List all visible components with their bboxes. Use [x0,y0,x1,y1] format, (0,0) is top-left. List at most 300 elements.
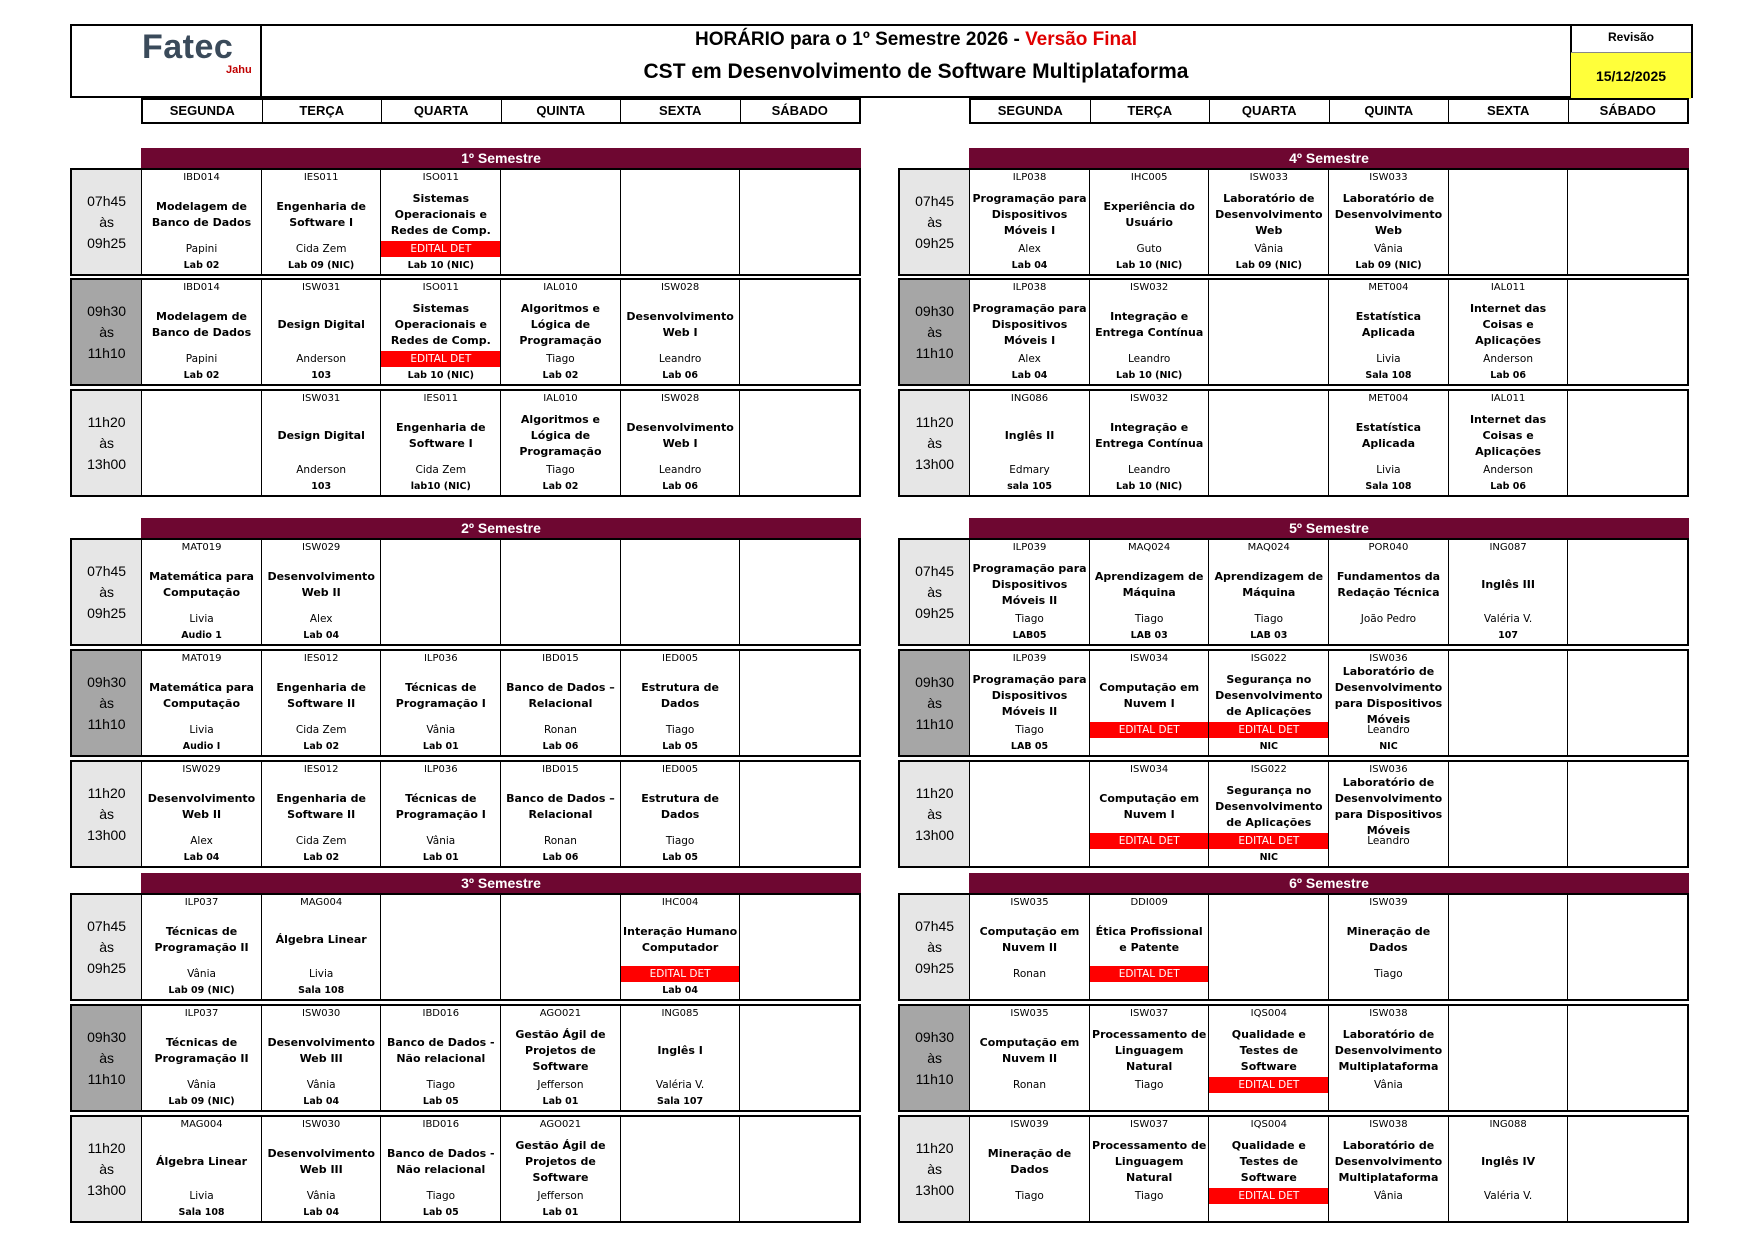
course-code: ISW038 [1369,1119,1408,1130]
room-label: Lab 06 [542,852,579,863]
professor-name: Livia [1376,353,1401,365]
professor-name: Ronan [1013,1079,1047,1091]
time-part: às [927,1160,942,1177]
class-cell [262,280,382,384]
semester-header: 3º Semestre [141,873,861,894]
time-part: 11h10 [915,344,954,361]
course-code: MAT019 [181,542,222,553]
course-name: Integração e Entrega Contínua [1095,309,1204,339]
room-label: Lab 01 [542,1096,579,1107]
professor-name: Ronan [543,724,577,736]
course-name: Banco de Dados – Relacional [506,791,615,821]
room-label: Sala 108 [1365,370,1412,381]
class-cell [262,391,382,495]
class-cell [142,280,262,384]
class-cell [381,651,501,755]
course-code: IAL011 [1490,393,1526,404]
course-name: Estatística Aplicada [1355,420,1422,450]
time-slot [70,649,861,757]
class-cell [381,170,501,274]
room-label [1090,1094,1209,1109]
class-cell [1209,1006,1329,1110]
time-part: às [99,694,114,711]
room-label: Lab 10 (NIC) [407,260,474,271]
course-code: ISW036 [1369,764,1408,775]
class-cell [740,651,859,755]
course-name: Modelagem de Banco de Dados [151,309,252,339]
course-name: Matemática para Computação [149,569,254,599]
class-cell [1449,895,1569,999]
class-cell [1090,1006,1210,1110]
room-label: Lab 05 [422,1207,459,1218]
time-slot [70,893,861,1001]
day-header-6: SÁBADO [1599,103,1656,118]
course-code: IBD014 [183,172,220,183]
time-part: 09h30 [915,1028,955,1045]
course-name: Laboratório de Desenvolvimento para Dispositivos Móveis [1334,775,1443,837]
time-part: às [99,1049,114,1066]
room-label [1209,1094,1328,1109]
time-label [72,651,142,755]
course-code: ILP038 [1012,172,1047,183]
professor-name: EDITAL DET [381,241,500,257]
class-cell [621,895,741,999]
time-slot [70,1004,861,1112]
class-cell [1449,280,1569,384]
course-code: IAL010 [543,282,578,293]
course-code: ILP039 [1012,542,1047,553]
course-name: Engenharia de Software II [276,680,366,710]
day-header-3: QUARTA [382,100,502,122]
professor-name: Livia [189,724,214,736]
time-part: 07h45 [915,917,955,934]
class-cell [740,895,859,999]
class-cell [970,895,1090,999]
class-cell [1568,540,1687,644]
course-name: Computação em Nuvem II [979,924,1080,954]
day-header-2: TERÇA [263,100,383,122]
professor-name: Tiago [1015,613,1044,625]
course-code: ISO011 [422,282,459,293]
time-part: às [99,434,114,451]
class-cell [740,762,859,866]
course-code: IBD016 [422,1008,460,1019]
room-label: Lab 09 (NIC) [1355,260,1422,271]
room-label [970,983,1089,998]
time-label [900,170,970,274]
class-cell [262,1006,382,1110]
professor-name: Valéria V. [1483,613,1533,625]
professor-name: Vânia [187,968,216,980]
class-cell [1209,391,1329,495]
course-name: Estatística Aplicada [1355,309,1422,339]
course-code: AGO021 [539,1008,582,1019]
professor-name: Edmary [1009,464,1050,476]
room-label: 103 [311,481,332,492]
room-label: Lab 10 (NIC) [1116,260,1183,271]
professor-name: Cida Zem [415,464,467,476]
professor-name: Livia [189,613,214,625]
room-label [970,1094,1089,1109]
time-label [900,762,970,866]
time-slot [898,538,1689,646]
time-part: 13h00 [915,826,955,843]
professor-name: EDITAL DET [1209,1077,1328,1093]
professor-name: Tiago [1015,724,1044,736]
course-name: Processamento de Linguagem Natural [1092,1138,1207,1184]
course-code: IBD014 [183,282,220,293]
room-label: Sala 108 [1365,481,1412,492]
course-code: IHC004 [661,897,699,908]
room-label: NIC [1379,741,1398,752]
professor-name: Cida Zem [295,835,347,847]
class-cell [1329,651,1449,755]
time-part: 11h20 [915,1139,954,1156]
fatec-logo: Fatec [142,28,234,66]
professor-name: Vânia [1254,243,1284,255]
course-title: CST em Desenvolvimento de Software Multiplataforma [643,60,1189,83]
time-part: 13h00 [915,455,955,472]
day-header-1: SEGUNDA [971,100,1091,122]
course-code: IAL010 [543,393,578,404]
class-cell [1449,762,1569,866]
professor-name: Vânia [306,1190,336,1202]
class-cell [1329,762,1449,866]
time-label [72,540,142,644]
professor-name: Anderson [1483,353,1533,365]
time-label [900,280,970,384]
course-name: Internet das Coisas e Aplicações [1469,412,1547,458]
professor-name: Guto [1136,243,1162,255]
course-code: MET004 [1368,282,1409,293]
time-part: 13h00 [87,826,127,843]
room-label: Lab 02 [183,260,220,271]
course-code: IQS004 [1250,1008,1287,1019]
time-part: 11h10 [915,1070,954,1087]
semester-header: 5º Semestre [969,518,1689,539]
revision-label: Revisão [1607,30,1655,44]
class-cell [381,762,501,866]
course-name: Algoritmos e Lógica de Programação [519,301,602,347]
course-name: Gestão Ágil de Projetos de Software [515,1027,606,1073]
professor-name: Vânia [1374,1079,1403,1091]
time-slot [70,760,861,868]
course-code: IHC005 [1130,172,1168,183]
professor-name: Jefferson [537,1190,584,1202]
class-cell [1209,540,1329,644]
time-part: 09h25 [87,959,127,976]
course-name: Desenvolvimento Web II [147,791,256,821]
class-cell [970,651,1090,755]
class-cell [1449,170,1569,274]
class-cell [501,1117,621,1221]
professor-name: Anderson [1483,464,1533,476]
class-cell [1090,895,1210,999]
room-label: Audio 1 [181,630,222,641]
room-label: 107 [1498,630,1518,641]
class-cell [621,762,741,866]
professor-name: Leandro [1127,353,1171,365]
class-cell [142,1006,262,1110]
course-code: ISW038 [1369,1008,1408,1019]
class-cell [1449,1117,1569,1221]
course-name: Técnicas de Programação II [154,924,249,954]
room-label: Lab 10 (NIC) [1116,370,1183,381]
course-code: ISW033 [1249,172,1288,183]
time-label [900,651,970,755]
time-part: 11h20 [915,784,954,801]
room-label: Lab 04 [1011,260,1048,271]
course-code: IED005 [662,653,699,664]
class-cell [142,170,262,274]
time-part: às [99,583,114,600]
time-part: 11h20 [87,784,126,801]
course-code: ISW028 [660,282,700,293]
time-part: 07h45 [87,192,127,209]
time-slot [898,389,1689,497]
semester-header: 2º Semestre [141,518,861,539]
class-cell [1209,1117,1329,1221]
class-cell [970,1006,1090,1110]
professor-name: Tiago [1134,1079,1164,1091]
time-slot [898,278,1689,386]
course-name: Experiência do Usuário [1103,199,1195,229]
room-label: Lab 02 [303,741,340,752]
time-slot [898,649,1689,757]
class-cell [740,1117,859,1221]
class-cell [1568,651,1687,755]
course-code: ISW031 [302,282,341,293]
course-code: MAQ024 [1247,542,1290,553]
course-name: Design Digital [277,428,365,442]
room-label: Lab 04 [662,985,698,996]
class-cell [1449,391,1569,495]
course-code: DDI009 [1130,897,1168,908]
course-name: Aprendizagem de Máquina [1094,569,1204,599]
course-name: Técnicas de Programação I [395,791,486,821]
course-name: Desenvolvimento Web I [626,309,734,339]
professor-name: Leandro [1367,724,1410,736]
class-cell [381,1117,501,1221]
professor-name: João Pedro [1360,613,1417,625]
class-cell [621,280,741,384]
room-label: Lab 02 [303,852,340,863]
class-cell [1090,762,1210,866]
course-name: Modelagem de Banco de Dados [151,199,252,229]
professor-name: Alex [1018,243,1041,255]
course-name: Laboratório de Desenvolvimento Multiplataforma [1334,1027,1443,1073]
professor-name: Livia [1376,464,1401,476]
room-label: Lab 09 (NIC) [1235,260,1302,271]
room-label: Lab 01 [422,741,459,752]
time-part: 13h00 [87,1181,127,1198]
class-cell [621,391,741,495]
course-name: Desenvolvimento Web II [267,569,375,599]
course-name: Laboratório de Desenvolvimento Web [1334,191,1443,237]
time-slot [898,1004,1689,1112]
time-part: 11h10 [87,715,126,732]
day-header-2: TERÇA [1091,100,1211,122]
course-code: ISW035 [1010,897,1049,908]
room-label [1090,850,1209,865]
course-name: Computação em Nuvem I [1099,791,1200,821]
professor-name: Vânia [426,724,456,736]
room-label [970,1205,1089,1220]
time-part: às [99,213,114,230]
professor-name: Tiago [546,464,575,476]
course-name: Banco de Dados - Não relacional [386,1035,495,1065]
class-cell [501,895,621,999]
class-cell [740,1006,859,1110]
room-label: LAB05 [1012,630,1047,641]
course-name: Programação para Dispositivos Móveis II [972,561,1087,607]
class-cell [970,170,1090,274]
professor-name: EDITAL DET [1209,722,1328,738]
class-cell [1568,170,1687,274]
course-name: Inglês IV [1481,1154,1536,1168]
title-box [260,24,1572,98]
time-part: 09h25 [915,959,955,976]
professor-name: EDITAL DET [381,351,500,367]
class-cell [381,895,501,999]
course-name: Matemática para Computação [149,680,254,710]
time-label [900,1006,970,1110]
course-name: Banco de Dados - Não relacional [386,1146,495,1176]
room-label: NIC [1259,852,1279,863]
class-cell [501,391,621,495]
time-part: 13h00 [87,455,127,472]
class-cell [1090,170,1210,274]
time-part: 09h25 [87,234,127,251]
room-label [1090,983,1209,998]
course-name: Programação para Dispositivos Móveis II [972,672,1087,718]
course-code: IQS004 [1250,1119,1287,1130]
room-label: Lab 06 [1490,481,1526,492]
logo-box [70,24,262,98]
class-cell [970,762,1090,866]
professor-name: Papini [185,353,218,365]
class-cell [740,280,859,384]
class-cell [142,391,262,495]
class-cell [501,170,621,274]
course-code: MAQ024 [1128,542,1171,553]
class-cell [262,762,382,866]
time-part: 07h45 [915,562,955,579]
course-name: Ética Profissional e Patente [1095,924,1203,954]
class-cell [262,895,382,999]
room-label: Lab 01 [422,852,459,863]
course-name: Qualidade e Testes de Software [1231,1027,1306,1073]
course-code: ISW031 [302,393,341,404]
class-cell [970,540,1090,644]
day-header-5: SEXTA [1449,100,1569,122]
time-part: 09h25 [915,604,955,621]
professor-name: Valéria V. [655,1079,705,1091]
professor-name: Livia [189,1190,214,1202]
professor-name: Tiago [1134,613,1164,625]
course-name: Segurança no Desenvolvimento de Aplicações [1215,783,1323,829]
course-code: MAT019 [181,653,222,664]
time-part: 07h45 [87,562,127,579]
professor-name: Vânia [306,1079,336,1091]
time-part: às [99,805,114,822]
course-code: ING086 [1010,393,1049,404]
time-label [900,1117,970,1221]
course-code: ILP038 [1012,282,1047,293]
professor-name: EDITAL DET [1090,722,1209,738]
professor-name: Tiago [665,835,695,847]
room-label: Lab 09 (NIC) [168,985,235,996]
class-cell [621,651,741,755]
class-cell [1568,1117,1687,1221]
time-part: às [927,323,942,340]
course-name: Laboratório de Desenvolvimento Multiplataforma [1334,1138,1443,1184]
room-label: Lab 04 [303,630,340,641]
course-name: Laboratório de Desenvolvimento para Dispositivos Móveis [1334,664,1443,726]
time-part: às [927,938,942,955]
room-label: NIC [1259,741,1279,752]
room-label: Lab 04 [1011,370,1048,381]
class-cell [142,762,262,866]
professor-name: Tiago [1134,1190,1164,1202]
class-cell [621,1006,741,1110]
class-cell [142,1117,262,1221]
time-slot [70,168,861,276]
class-cell [1090,651,1210,755]
course-name: Estrutura de Dados [641,791,719,821]
time-part: 11h10 [87,344,126,361]
day-header-3: QUARTA [1210,100,1330,122]
class-cell [1209,651,1329,755]
professor-name: Ronan [1013,968,1047,980]
class-cell [381,280,501,384]
professor-name: Alex [309,613,333,625]
schedule-title: HORÁRIO para o 1º Semestre 2026 - Versão Final [694,29,1138,50]
class-cell [1209,280,1329,384]
course-name: Design Digital [277,317,365,331]
time-part: 11h20 [87,1139,126,1156]
course-code: IBD015 [542,653,579,664]
room-label: Sala 108 [298,985,345,996]
class-cell [501,762,621,866]
course-name: Desenvolvimento Web III [267,1035,375,1065]
course-name: Engenharia de Software II [276,791,366,821]
course-code: ISW036 [1369,653,1408,664]
professor-name: EDITAL DET [1090,833,1209,849]
class-cell [621,540,741,644]
professor-name: Tiago [546,353,575,365]
time-part: às [927,434,942,451]
room-label: 103 [311,370,332,381]
class-cell [1449,651,1569,755]
professor-name: Leandro [1127,464,1171,476]
time-part: 09h30 [87,302,127,319]
class-cell [142,651,262,755]
room-label [1090,1205,1209,1220]
class-cell [1568,895,1687,999]
professor-name: Leandro [1367,835,1410,847]
time-label [72,391,142,495]
class-cell [1329,280,1449,384]
course-name: Interação Humano Computador [623,924,738,954]
time-part: 09h25 [87,604,127,621]
course-name: Estrutura de Dados [641,680,719,710]
room-label: Lab 10 (NIC) [1116,481,1183,492]
course-code: ISW039 [1369,897,1408,908]
course-code: ISW029 [182,764,221,775]
professor-name: Livia [308,968,334,980]
course-code: IED005 [662,764,699,775]
